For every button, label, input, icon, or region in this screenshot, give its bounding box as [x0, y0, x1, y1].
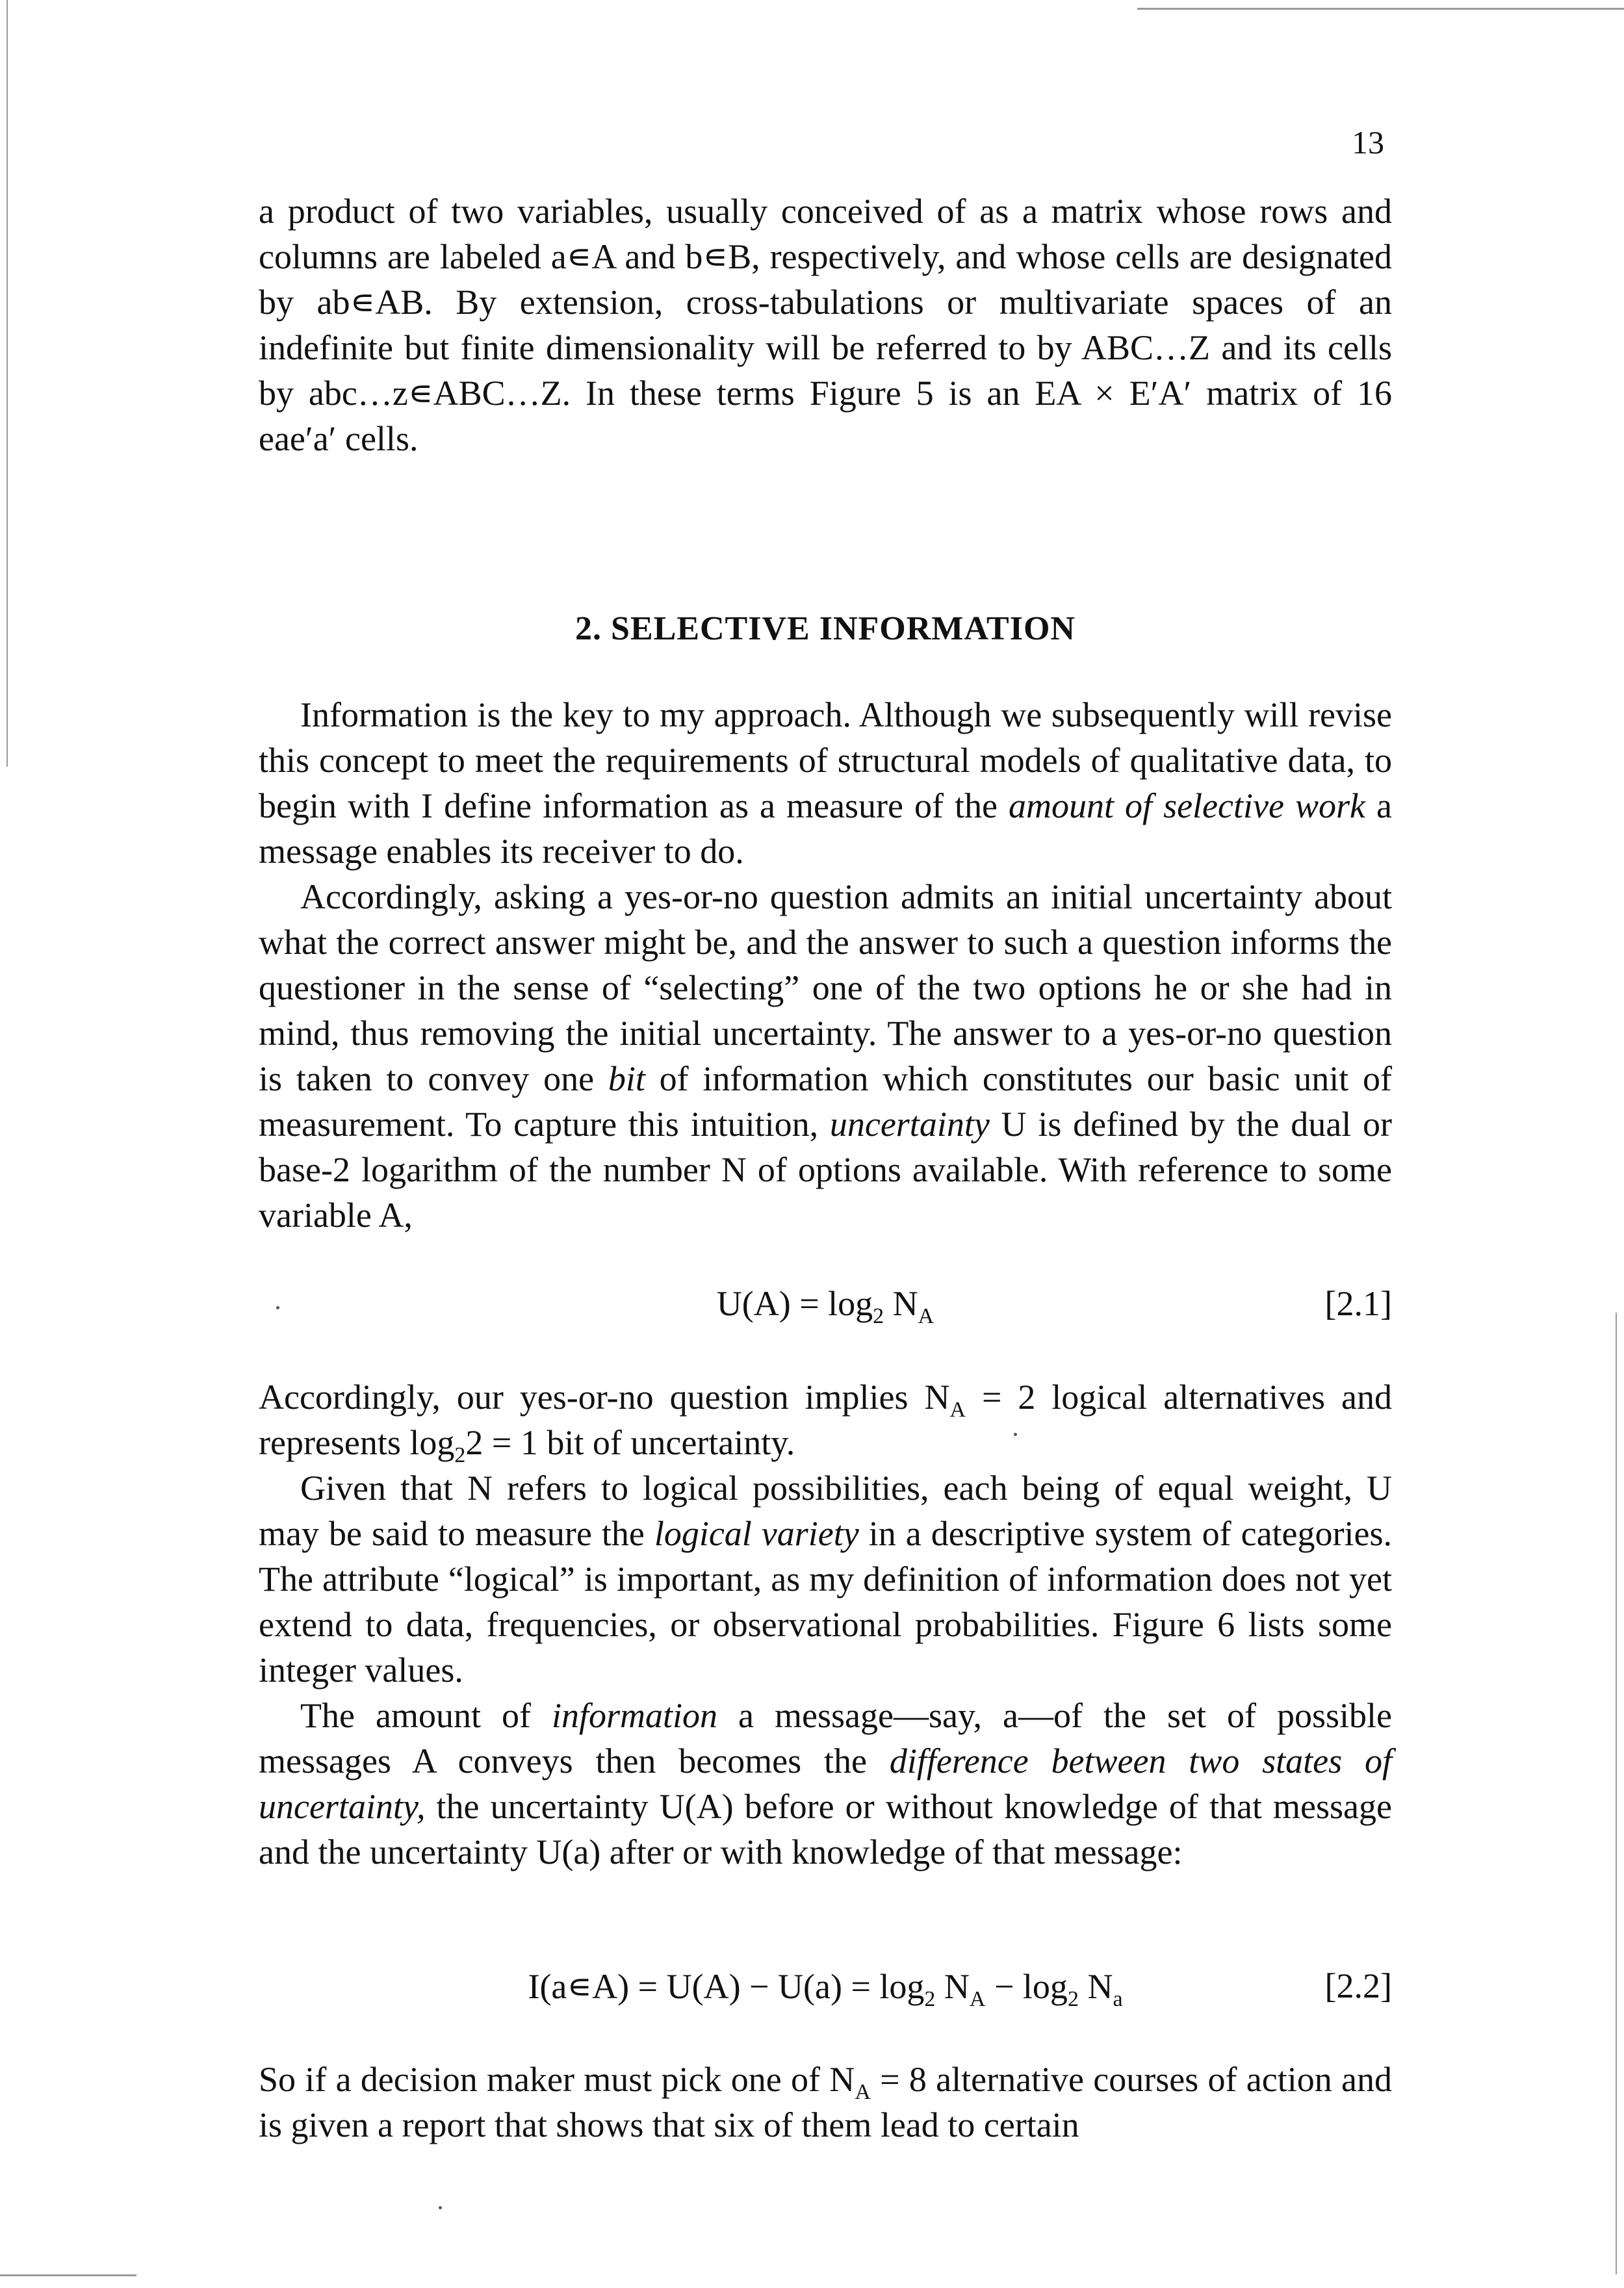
paragraph-matrix-notation — [259, 188, 1392, 461]
paragraph-yes-no-alternatives: Accordingly, our yes-or-no question implies $N_A = 2$ logical alternatives and represents $\log_22 = 1$ bit of uncertainty. — [259, 1378, 1392, 1467]
paragraph-text: a product of two variables, usually conceived of as a matrix whose rows and columns are labeled a∊A and b∊B, respectively, and whose cells are designated by ab∊AB. By extension, cross-tabulations or multivariate spaces of an indefinite but finite dimensionality will be referred to by ABC…Z and its cells by abc…z∊ABC…Z. In these terms Figure 5 is an EA × E′A′ matrix of 16 eae′a′ cells. — [259, 192, 1392, 458]
paragraph-decision-maker: So if a decision maker must pick one of $N_A = 8$ alternative courses of action and is given a report that shows that six of them lead to certain — [259, 2060, 1392, 2144]
paragraph-yes-no-question: Accordingly, asking a yes-or-no question admits an initial uncertainty about what the correct answer might be, and the answer to such a question informs the questioner in the sense of “selecting” one of the two options he or she had in mind, thus removing the initial uncertainty. The answer to a yes-or-no question is taken to convey one bit of information which constitutes our basic unit of measurement. To capture this intuition, uncertainty U is defined by the dual or base-2 logarithm of the number N of options available. With reference to some variable A, — [259, 877, 1393, 1235]
section-body-middle — [259, 1374, 1392, 1875]
equation-expression: $U(A) = \log_2 N_A$ — [716, 1284, 934, 1328]
section-heading: 2. SELECTIVE INFORMATION — [575, 610, 1076, 647]
scan-edge-left — [6, 0, 8, 767]
section-body-end — [259, 2057, 1392, 2148]
page-number: 13 — [1352, 124, 1384, 161]
speck — [439, 2206, 442, 2209]
equation-2-2 — [259, 1966, 1392, 2018]
equation-2-1 — [259, 1283, 1392, 1335]
equation-expression: I(a∊A) = $U(A) - U(a) = \log_2 N_A - \log_2 N_a$ — [528, 1967, 1123, 2011]
scan-edge-top — [1137, 8, 1624, 10]
paragraph-information-definition: Information is the key to my approach. Although we subsequently will revise this concept to meet the requirements of structural models of qualitative data, to begin with I define information as a measure of the amount of selective work a message enables its receiver to do. — [259, 695, 1392, 871]
paragraph-information-difference: The amount of information a message—say, a—of the set of possible messages A conveys then becomes the difference between two states of uncertainty, the uncertainty U(A) before or without knowledge of that message and the uncertainty U(a) after or with knowledge of that message: — [259, 1696, 1392, 1871]
equation-number: [2.2] — [1324, 1966, 1392, 2005]
scan-edge-bottom — [0, 2274, 136, 2276]
scan-edge-right — [1616, 1313, 1617, 2274]
equation-number: [2.1] — [1324, 1284, 1392, 1323]
section-body-intro — [259, 692, 1392, 1238]
paragraph-logical-variety: Given that N refers to logical possibilities, each being of equal weight, U may be said to measure the logical variety in a descriptive system of categories. The attribute “logical” is important, as my definition of information does not yet extend to data, frequencies, or observational probabilities. Figure 6 lists some integer values. — [259, 1469, 1392, 1690]
